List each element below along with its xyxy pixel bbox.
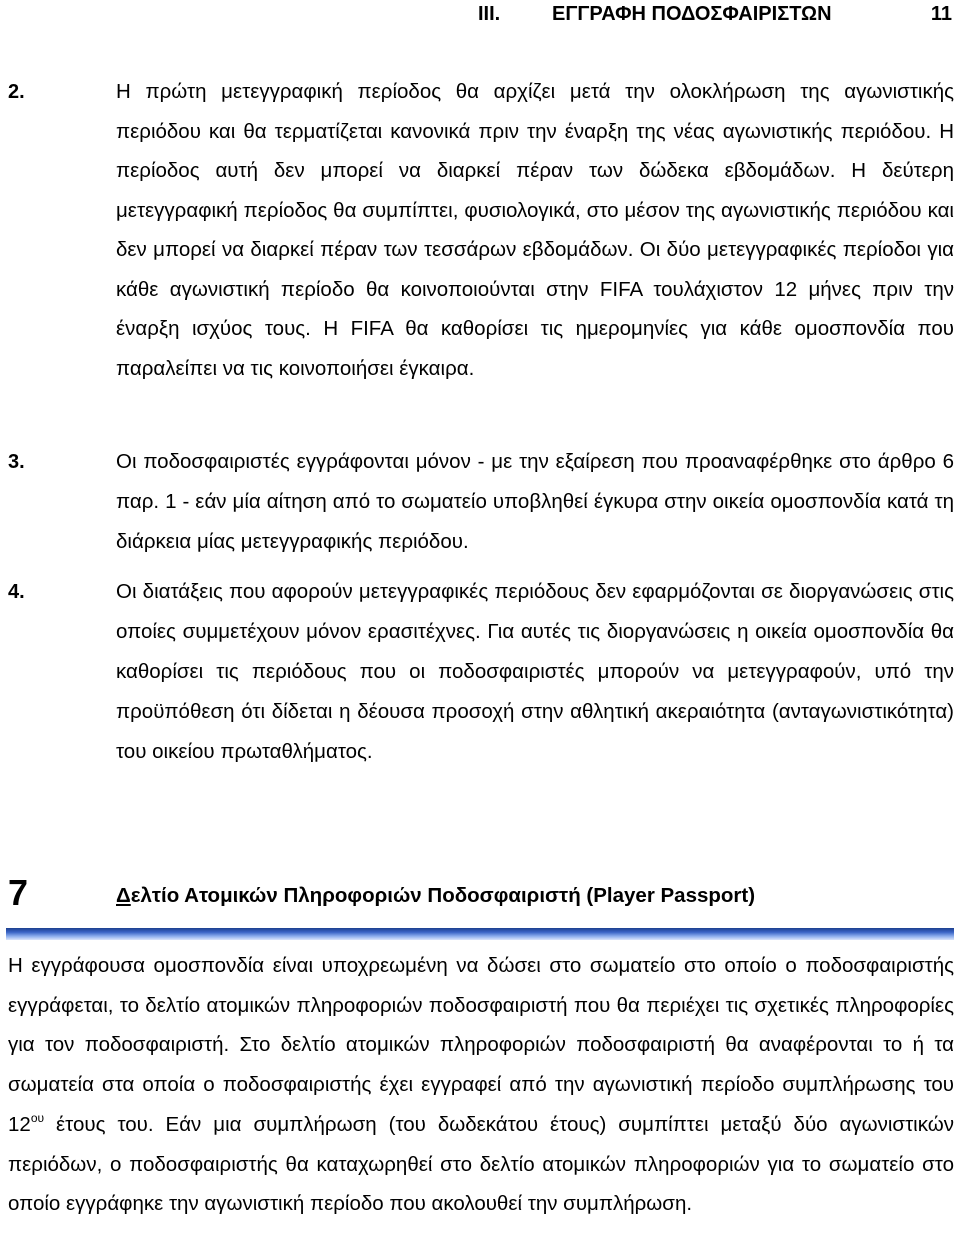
item-number: 4. — [8, 581, 25, 603]
section-divider — [6, 928, 954, 940]
section-title-first-letter: Δ — [116, 884, 131, 907]
body-text-part1: Η εγγράφουσα ομοσπονδία είναι υποχρεωμένη να δώσει στο σωματείο στο οποίο ο ποδοσφαιριστής εγγράφεται, το δελτίο ατομικών πληροφοριών ποδοσφαιριστή που θα περιέχει τις σχετικές πληροφορίες για τον ποδοσφαιριστή. Στο δελτίο ατομικών πληροφοριών ποδοσφαιριστή θα αναφέρονται το ή τα σωματεία στα οποία ο ποδοσφαιριστής έχει εγγραφεί από την αγωνιστική περίοδο συμπλήρωσης του 12 — [8, 954, 954, 1136]
chapter-title: ΕΓΓΡΑΦΗ ΠΟΔΟΣΦΑΙΡΙΣΤΩΝ — [552, 3, 832, 25]
item-text: Οι διατάξεις που αφορούν μετεγγραφικές περιόδους δεν εφαρμόζονται σε διοργανώσεις στις οποίες συμμετέχουν μόνον ερασιτέχνες. Για αυτές τις διοργανώσεις η οικεία ομοσπονδία θα καθορίσει τις περιόδους που οι ποδοσφαιριστές μπορούν να μετεγγραφούν, υπό την προϋπόθεση ότι δίδεται η δέουσα προσοχή στην αθλητική ακεραιότητα (ανταγωνιστικότητα) του οικείου πρωταθλήματος. — [116, 580, 954, 763]
section-heading — [0, 872, 960, 916]
section-number: 7 — [8, 872, 29, 913]
section-title — [116, 884, 755, 908]
item-number: 3. — [8, 451, 25, 473]
item-text: Οι ποδοσφαιριστές εγγράφονται μόνον - με την εξαίρεση που προαναφέρθηκε στο άρθρο 6 παρ. 1 - εάν μία αίτηση από το σωματείο υποβληθεί έγκυρα στην οικεία ομοσπονδία κατά τη διάρκεια μίας μετεγγραφικής περιόδου. — [116, 450, 954, 553]
section-title-rest: ελτίο Ατομικών Πληροφοριών Ποδοσφαιριστή (Player Passport) — [130, 884, 756, 907]
item-number: 2. — [8, 81, 25, 103]
body-paragraph — [8, 946, 954, 1224]
superscript-ordinal: ου — [30, 1110, 45, 1125]
item-text: Η πρώτη μετεγγραφική περίοδος θα αρχίζει μετά την ολοκλήρωση της αγωνιστικής περιόδου και θα τερματίζεται κανονικά πριν την έναρξη της νέας αγωνιστικής περιόδου. Η περίοδος αυτή δεν μπορεί να διαρκεί πέραν των δώδεκα εβδομάδων. Η δεύτερη μετεγγραφική περίοδος θα συμπίπτει, φυσιολογικά, στο μέσον της αγωνιστικής περιόδου και δεν μπορεί να διαρκεί πέραν των τεσσάρων εβδομάδων. Οι δύο μετεγγραφικές περίοδοι για κάθε αγωνιστική περίοδο θα κοινοποιούνται στην FIFA τουλάχιστον 12 μήνες πριν την έναρξη ισχύος τους. Η FIFA θα καθορίσει τις ημερομηνίες για κάθε ομοσπονδία που παραλείπει να τις κοινοποιήσει έγκαιρα. — [116, 80, 954, 380]
body-text-part2: έτους του. Εάν μια συμπλήρωση (του δωδεκάτου έτους) συμπίπτει μεταξύ δύο αγωνιστικών περιόδων, ο ποδοσφαιριστής θα καταχωρηθεί στο δελτίο ατομικών πληροφοριών για το σωματείο στο οποίο εγγράφηκε την αγωνιστική περίοδο που ακολουθεί την συμπλήρωση. — [8, 1112, 954, 1216]
chapter-number: III. — [478, 3, 501, 25]
running-header — [0, 0, 960, 28]
page-number: 11 — [930, 3, 952, 25]
